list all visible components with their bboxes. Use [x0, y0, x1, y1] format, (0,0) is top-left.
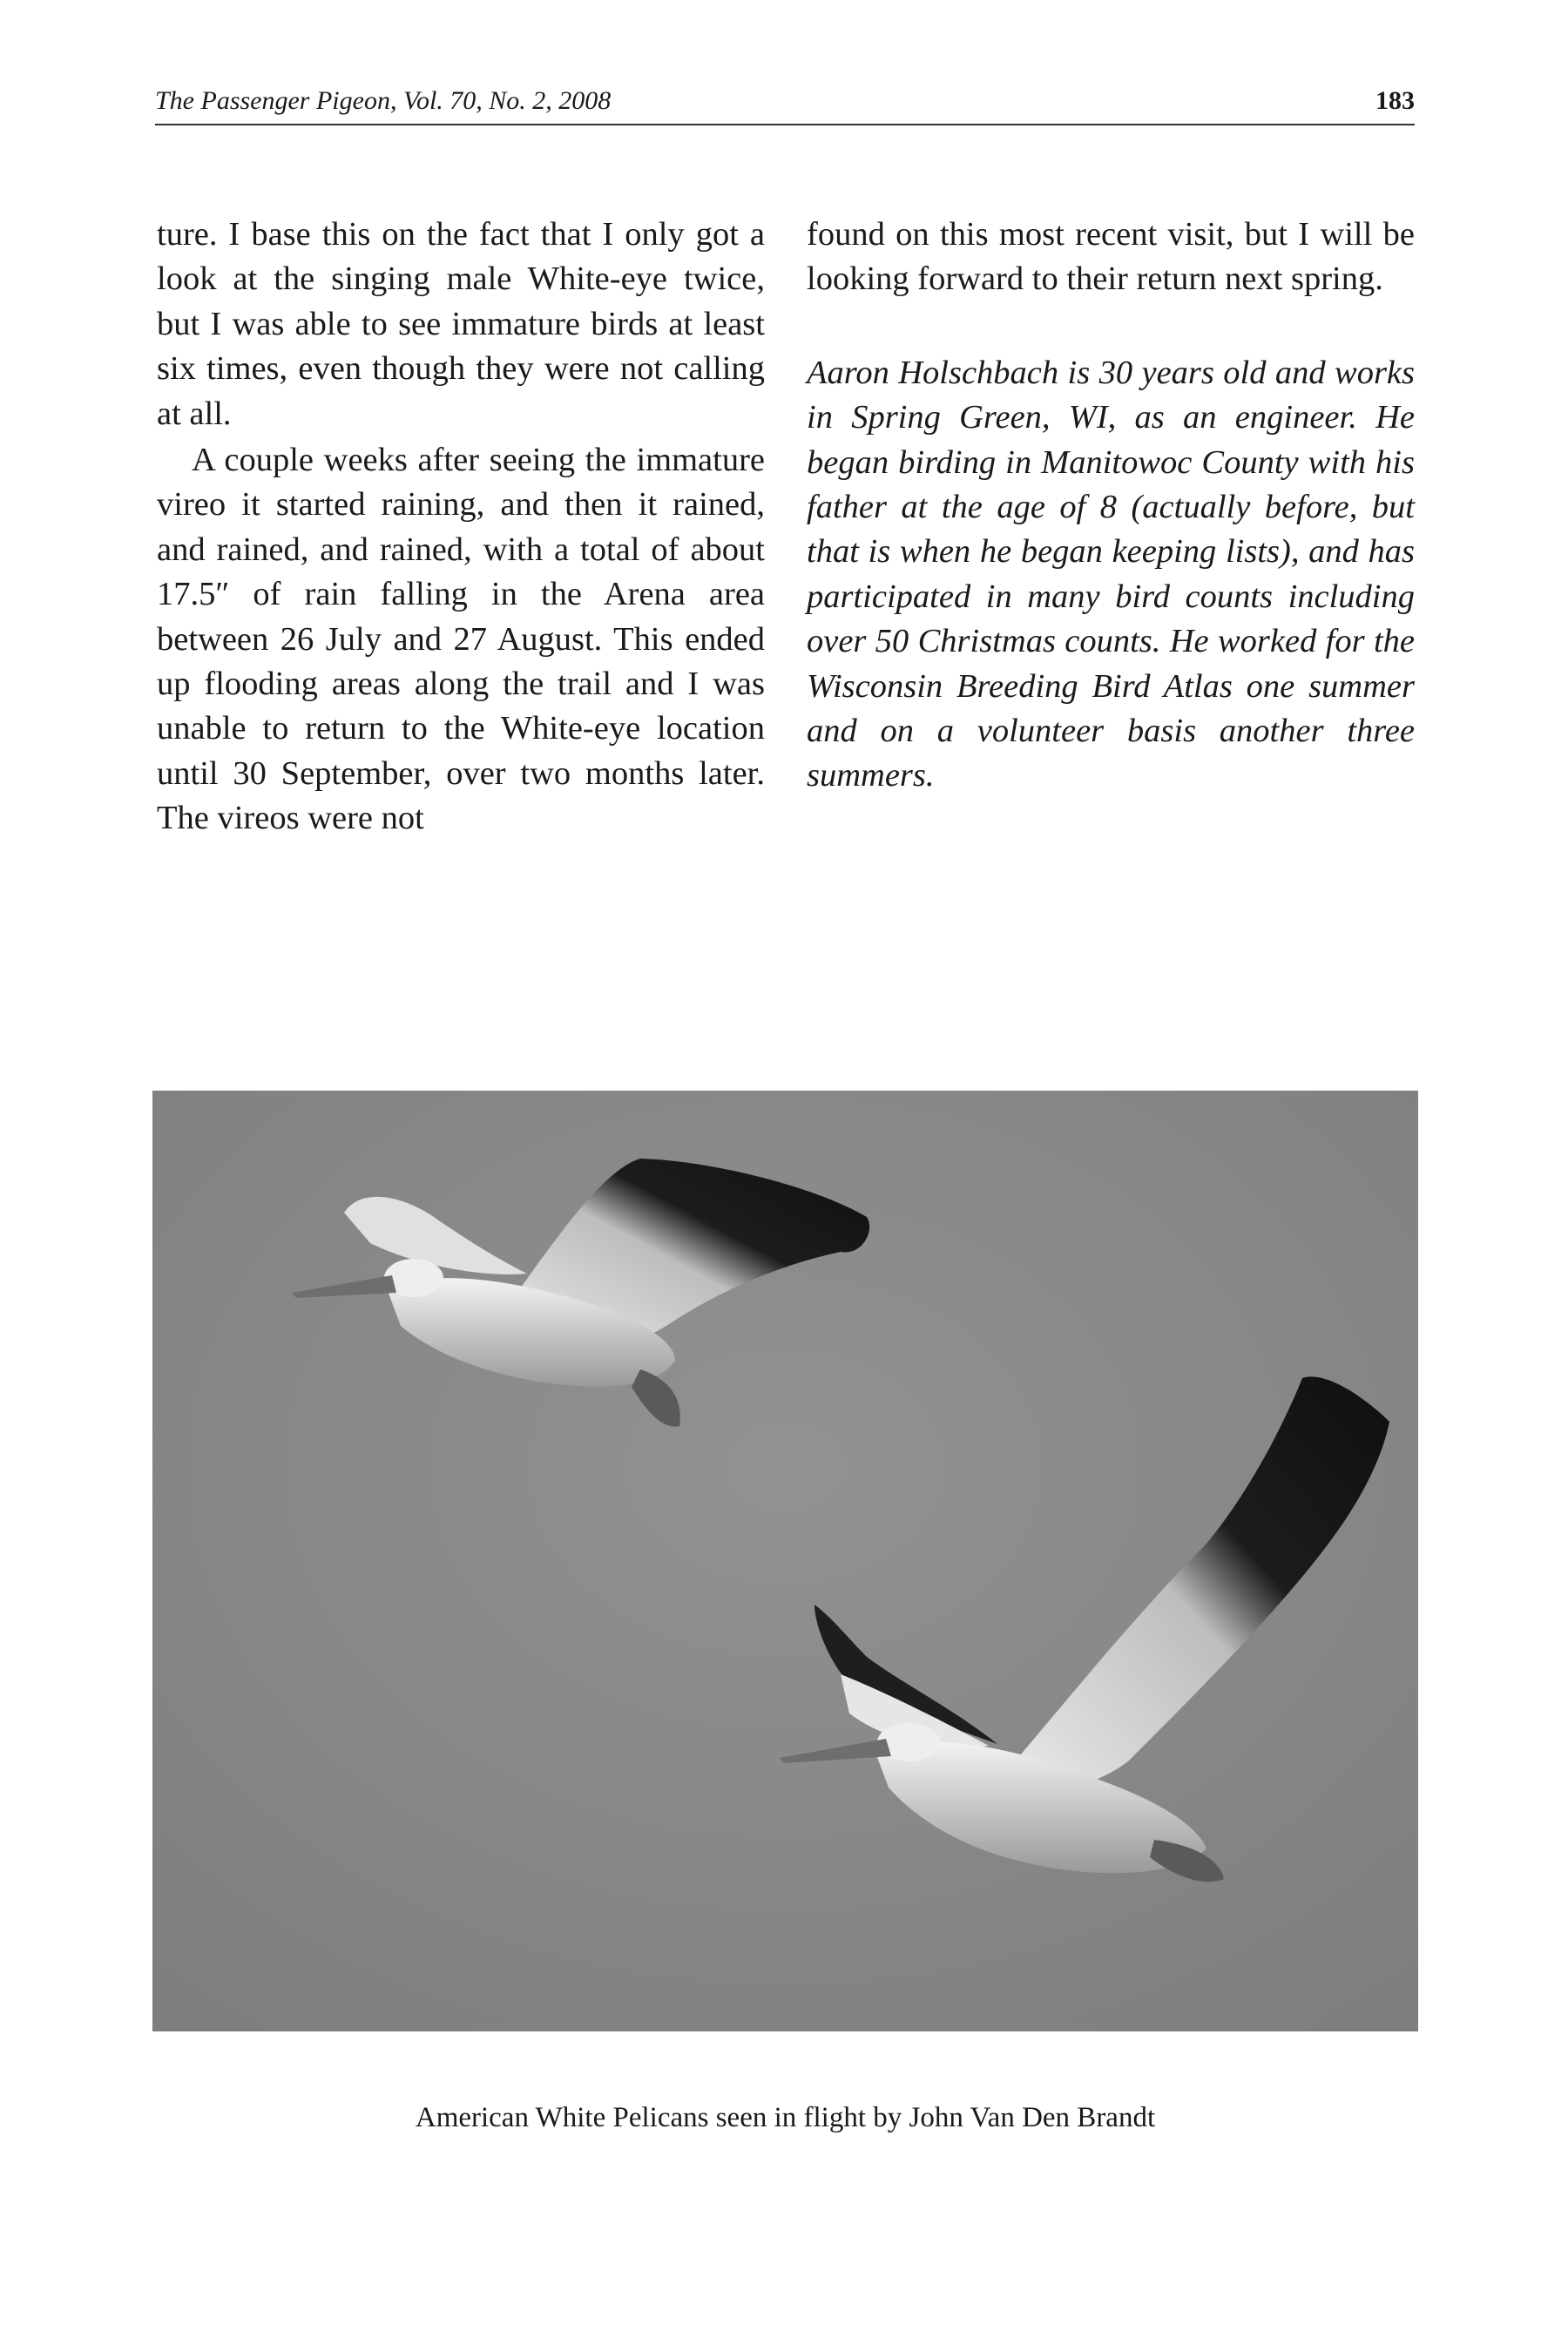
journal-citation: The Passenger Pigeon, Vol. 70, No. 2, 2008	[155, 86, 612, 115]
paragraph: found on this most recent visit, but I will be looking forward to their return next spring.	[807, 216, 1415, 298]
running-header	[155, 84, 1415, 125]
page-number: 183	[1375, 86, 1415, 115]
paragraph: A couple weeks after seeing the immature vireo it started raining, and then it rained, and rained, and rained, with a total of about 17.5″ of rain falling in the Arena area between 26 July and 27 August. This ended up flooding areas along the trail and I was unable to return to the White-eye location until 30 September, over two months later. The vireos were not	[157, 442, 765, 837]
right-column	[807, 213, 1415, 799]
paragraph: ture. I base this on the fact that I only got a look at the singing male White-eye twice, but I was able to see immature birds at least six times, even though they were not calling at all.	[157, 216, 765, 432]
figure-caption: American White Pelicans seen in flight by John Van Den Brandt	[415, 2102, 1156, 2133]
pelican-photo	[152, 1091, 1418, 2031]
author-bio: Aaron Holschbach is 30 years old and works in Spring Green, WI, as an engineer. He began birding in Manitowoc County with his father at the age of 8 (actually before, but that is when he began keeping lists), and has participated in many bird counts including over 50 Christmas counts. He worked for the Wisconsin Breeding Bird Atlas one summer and on a volunteer basis another three summers.	[807, 354, 1415, 794]
left-column	[157, 213, 765, 841]
